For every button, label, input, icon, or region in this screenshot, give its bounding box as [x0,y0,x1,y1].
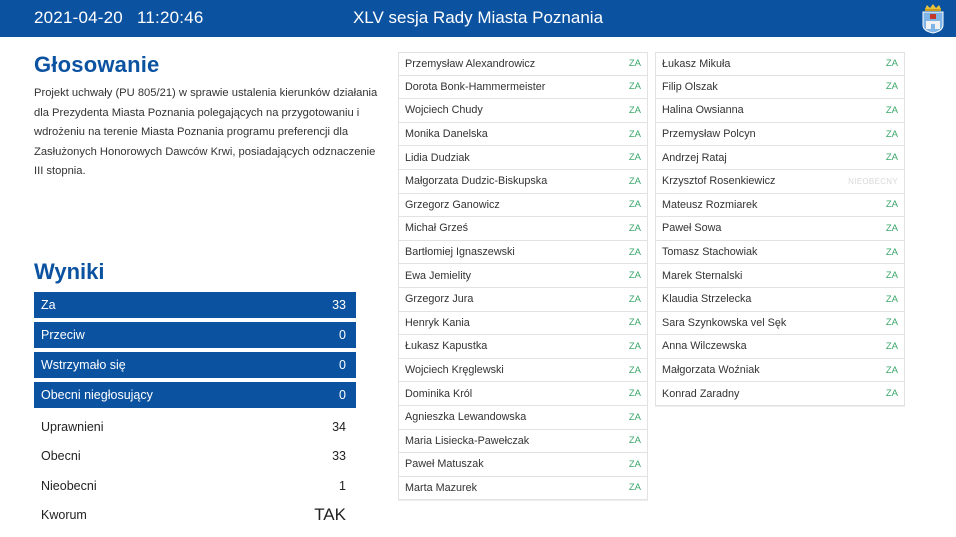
councillor-vote-row [398,52,648,76]
result-value: 33 [332,298,346,312]
councillor-vote-row [398,99,648,123]
councillor-vote-row [655,76,905,100]
councillor-name: Grzegorz Jura [405,293,474,306]
stat-label: Obecni [41,449,81,464]
vote-status: ZA [628,293,641,305]
councillor-vote-row [398,430,648,454]
councillor-name: Klaudia Strzelecka [662,293,752,306]
councillor-name: Przemysław Polcyn [662,128,756,141]
result-label: Obecni niegłosujący [41,388,153,402]
councillor-vote-row [398,382,648,406]
councillor-vote-row [655,335,905,359]
vote-status: ZA [885,340,898,352]
result-for [34,292,356,318]
stat-label: Nieobecni [41,478,97,493]
councillor-name: Dominika Król [405,387,473,400]
councillor-vote-row [398,264,648,288]
councillor-vote-row [655,217,905,241]
councillor-name: Filip Olszak [662,80,718,93]
councillor-name: Małgorzata Woźniak [662,364,760,377]
session-title: XLV sesja Rady Miasta Poznania [352,8,604,27]
result-value: 0 [339,358,346,372]
vote-status: ZA [885,199,898,211]
resolution-description: Projekt uchwały (PU 805/21) w sprawie ustalenia kierunków działania dla Prezydenta Miasta Poznania polegających na przygotowaniu i wdrożeniu na terenie Miasta Poznania programu preferencji dla Zasłużonych Honorowych Dawców Krwi, posiadających odznaczenie III stopnia. [34,87,378,178]
result-value: 0 [339,328,346,342]
quorum-value: TAK [314,505,346,525]
councillor-vote-row [655,52,905,76]
councillor-name: Łukasz Kapustka [405,340,488,353]
vote-status: ZA [885,222,898,234]
stat-eligible [34,412,356,442]
stat-value: 33 [332,449,346,464]
councillor-name: Bartłomiej Ignaszewski [405,246,515,259]
councillor-name: Wojciech Chudy [405,104,483,117]
results-panel [34,292,356,530]
councillor-vote-row [655,312,905,336]
councillor-name: Mateusz Rozmiarek [662,198,758,211]
councillor-vote-row [655,99,905,123]
vote-status: ZA [885,128,898,140]
vote-status: ZA [628,270,641,282]
vote-status: ZA [628,104,641,116]
session-date: 2021-04-20 [34,8,123,27]
stat-label: Kworum [41,508,87,523]
councillor-vote-row [655,146,905,170]
councillor-name: Sara Szynkowska vel Sęk [662,316,787,329]
councillor-vote-row [655,194,905,218]
councillor-vote-row [655,123,905,147]
vote-status: ZA [628,175,641,187]
councillor-name: Michał Grześ [405,222,468,235]
councillor-vote-row [398,453,648,477]
councillor-name: Agnieszka Lewandowska [405,411,527,424]
result-label: Przeciw [41,328,85,342]
councillor-name: Wojciech Kręglewski [405,364,504,377]
result-present-not-voting [34,382,356,408]
vote-status: ZA [885,317,898,329]
result-abstained [34,352,356,378]
vote-status: ZA [628,222,641,234]
councillor-vote-row [655,264,905,288]
councillor-vote-row [398,146,648,170]
councillor-vote-row [398,312,648,336]
councillor-vote-row [655,170,905,194]
councillor-name: Ewa Jemielity [405,269,471,282]
councillor-vote-row [398,335,648,359]
vote-status: ZA [885,364,898,376]
stat-value: 1 [339,478,346,493]
councillor-name: Paweł Matuszak [405,458,484,471]
top-bar [0,0,956,37]
councillor-vote-row [655,241,905,265]
vote-status: NIEOBECNY [848,176,898,186]
councillor-name: Krzysztof Rosenkiewicz [662,175,776,188]
councillor-name: Przemysław Alexandrowicz [405,57,536,70]
result-label: Za [41,298,56,312]
councillor-vote-row [398,217,648,241]
councillor-name: Grzegorz Ganowicz [405,198,500,211]
vote-status: ZA [885,270,898,282]
councillor-vote-row [398,194,648,218]
stat-absent [34,471,356,501]
vote-status: ZA [885,152,898,164]
vote-list-column-2 [655,52,905,406]
vote-status: ZA [628,246,641,258]
vote-status: ZA [628,411,641,423]
councillor-name: Konrad Zaradny [662,387,740,400]
councillor-vote-row [398,123,648,147]
result-value: 0 [339,388,346,402]
councillor-vote-row [398,477,648,501]
vote-status: ZA [628,317,641,329]
result-label: Wstrzymało się [41,358,126,372]
councillor-name: Paweł Sowa [662,222,722,235]
councillor-vote-row [655,382,905,406]
stat-value: 34 [332,419,346,434]
councillor-vote-row [398,170,648,194]
vote-status: ZA [628,482,641,494]
councillor-name: Marta Mazurek [405,481,477,494]
voting-section [34,52,384,182]
councillor-name: Marek Sternalski [662,269,743,282]
councillor-name: Henryk Kania [405,316,470,329]
vote-status: ZA [628,388,641,400]
councillor-vote-row [398,241,648,265]
vote-status: ZA [885,104,898,116]
vote-status: ZA [885,293,898,305]
stat-label: Uprawnieni [41,419,104,434]
vote-status: ZA [628,458,641,470]
councillor-name: Halina Owsianna [662,104,744,117]
session-time: 11:20:46 [136,8,204,27]
vote-list-column-1 [398,52,648,500]
councillor-vote-row [655,288,905,312]
councillor-vote-row [398,288,648,312]
vote-status: ZA [628,340,641,352]
councillor-name: Maria Lisiecka-Pawełczak [405,434,530,447]
councillor-vote-row [398,359,648,383]
vote-status: ZA [628,199,641,211]
vote-status: ZA [628,81,641,93]
councillor-name: Małgorzata Dudzic-Biskupska [405,175,548,188]
stat-quorum [34,501,356,531]
vote-status: ZA [628,364,641,376]
results-heading: Wyniki [34,259,105,284]
stat-present [34,442,356,472]
councillor-vote-row [398,76,648,100]
vote-status: ZA [885,58,898,70]
vote-status: ZA [628,152,641,164]
councillor-name: Andrzej Rataj [662,151,727,164]
vote-status: ZA [628,128,641,140]
councillor-vote-row [398,406,648,430]
councillor-name: Tomasz Stachowiak [662,246,758,259]
result-against [34,322,356,348]
councillor-name: Monika Danelska [405,128,488,141]
councillor-name: Lidia Dudziak [405,151,470,164]
councillor-name: Anna Wilczewska [662,340,747,353]
councillor-name: Łukasz Mikuła [662,57,731,70]
voting-heading: Głosowanie [34,52,160,77]
vote-status: ZA [628,435,641,447]
vote-status: ZA [628,58,641,70]
poznan-coat-of-arms-icon [921,3,945,34]
councillor-vote-row [655,359,905,383]
vote-status: ZA [885,388,898,400]
vote-status: ZA [885,246,898,258]
councillor-name: Dorota Bonk-Hammermeister [405,80,546,93]
vote-status: ZA [885,81,898,93]
